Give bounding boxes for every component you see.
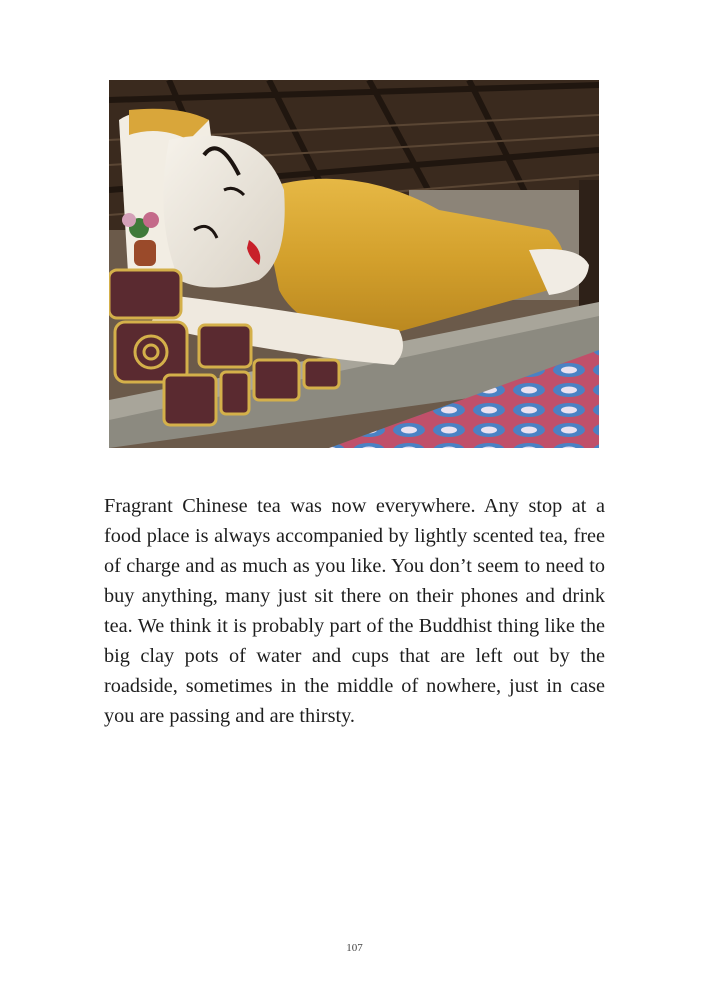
reclining-buddha-photo-icon — [109, 80, 599, 448]
reclining-buddha-photo — [109, 80, 599, 448]
body-paragraph: Fragrant Chinese tea was now everywhere. Any stop at a food place is always accompanied by lightly scented tea, free of charge and as much as you like. You don’t seem to need to buy anything, many just sit there on their phones and drink tea. We think it is probably part of the Buddhist thing like the big clay pots of water and cups that are left out by the roadside, sometimes in the middle of nowhere, just in case you are passing and are thirsty. — [104, 495, 605, 727]
page-number: 107 — [346, 942, 363, 954]
